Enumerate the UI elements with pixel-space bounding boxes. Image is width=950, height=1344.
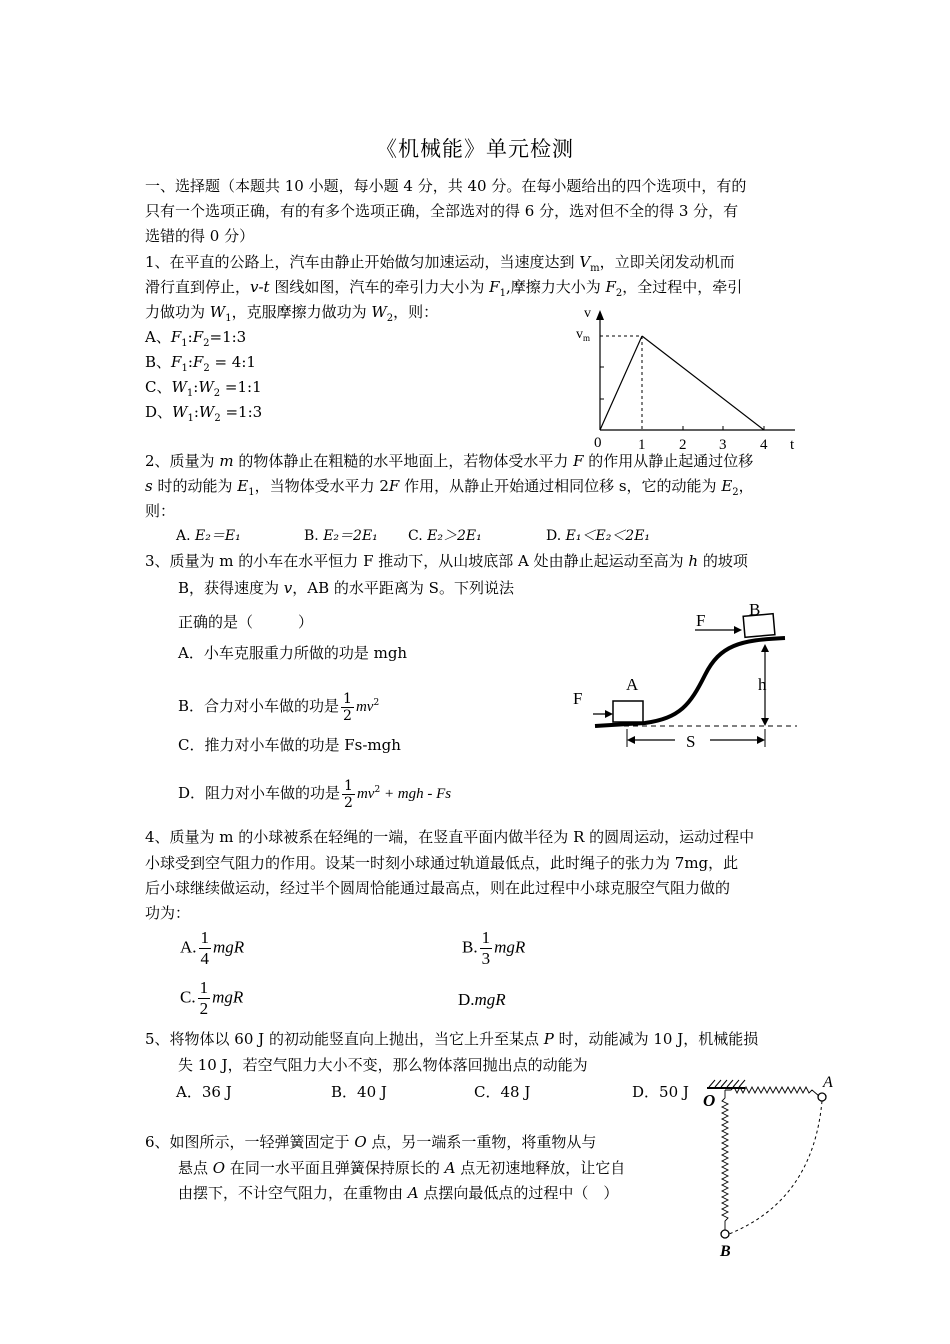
q3-cart-a xyxy=(613,701,643,722)
q4-option-a[interactable]: A. $\frac{1}{4}$ mgR xyxy=(180,928,245,968)
q3-option-a[interactable]: A．小车克服重力所做的功是 mgh xyxy=(178,644,408,662)
q6-stem-line-2: 悬点 O 在同一水平面且弹簧保持原长的 A 点无初速地释放，让它自 xyxy=(178,1159,626,1177)
q1-option-c[interactable]: C、$W_1:W_2$ =1:1 xyxy=(145,378,262,399)
q1-tick-4: 4 xyxy=(760,437,768,453)
q3-label-h: h xyxy=(758,675,767,694)
q1-vt-graph xyxy=(570,305,810,455)
q6-swing-path xyxy=(729,1101,822,1234)
q6-stem-line-1: 6、如图所示，一轻弹簧固定于 O 点，另一端系一重物，将重物从与 xyxy=(145,1133,597,1151)
q1-option-b[interactable]: B、$F_1:F_2$ = 4:1 xyxy=(145,353,256,374)
q3-label-f-bottom: F xyxy=(573,689,583,708)
q3-option-c[interactable]: C．推力对小车做的功是 Fs-mgh xyxy=(178,736,401,754)
q1-origin-label: 0 xyxy=(594,435,602,451)
q3-d-fraction: $\frac{1}{2}$ xyxy=(344,777,353,811)
q1-stem-line-3: 力做功为 $W_1$，克服摩擦力做功为 $W_2$，则： xyxy=(145,303,439,324)
q1-option-d[interactable]: D、$W_1:W_2$ =1:3 xyxy=(145,403,263,424)
q4-option-d[interactable]: D.mgR xyxy=(458,990,506,1009)
q1-stem-line-1: 1、在平直的公路上，汽车由静止开始做匀加速运动，当速度达到 $V_m$，立即关闭发动机而 xyxy=(145,253,735,274)
q3-stem-line-3: 正确的是（ ） xyxy=(178,613,314,631)
q3-slope-diagram xyxy=(565,595,805,760)
q6-spring-diagram xyxy=(695,1070,845,1260)
q6-vertical-spring xyxy=(722,1090,728,1230)
q3-stem-line-1: 3、质量为 m 的小车在水平恒力 F 推动下，从山坡底部 A 处由静止起运动至高为 h 的坡项 xyxy=(145,552,748,570)
q3-label-a: A xyxy=(626,675,639,694)
q1-decel-line xyxy=(642,336,764,430)
q5-option-a[interactable]: A．36 J xyxy=(176,1083,232,1101)
q1-y-arrow xyxy=(596,310,604,320)
q2-option-a[interactable]: A. E₂＝E₁ xyxy=(176,528,241,544)
q4-stem-line-2: 小球受到空气阻力的作用。设某一时刻小球通过轨道最低点，此时绳子的张力为 7mg，此 xyxy=(145,854,739,872)
q3-label-b: B xyxy=(749,600,761,619)
q1-x-label: t xyxy=(790,437,795,453)
q6-mass-b xyxy=(721,1230,729,1238)
q1-tick-3: 3 xyxy=(719,437,727,453)
q1-option-a[interactable]: A、$F_1:F_2=1:3$ xyxy=(145,328,247,349)
q1-accel-line xyxy=(600,336,642,430)
q5-option-b[interactable]: B．40 J xyxy=(331,1083,387,1101)
q1-stem-line-2: 滑行直到停止，v-t 图线如图，汽车的牵引力大小为 $F_1$,摩擦力大小为 $F_2$，全过程中，牵引 xyxy=(145,278,743,299)
q2-option-d[interactable]: D. E₁＜E₂＜2E₁ xyxy=(546,528,651,544)
q6-mass-a xyxy=(818,1093,826,1101)
q4-stem-line-3: 后小球继续做运动，经过半个圆周恰能通过最高点，则在此过程中小球克服空气阻力做的 xyxy=(145,879,731,897)
section-instructions-line-3: 选错的得 0 分） xyxy=(145,227,255,245)
q3-label-s: S xyxy=(686,732,696,751)
q3-label-f-top: F xyxy=(696,611,706,630)
section-instructions-line-2: 只有一个选项正确，有的有多个选项正确，全部选对的得 6 分，选对但不全的得 3 分，有 xyxy=(145,202,739,220)
q2-stem-line-1: 2、质量为 m 的物体静止在粗糙的水平地面上，若物体受水平力 F 的作用从静止起通过位移 xyxy=(145,452,754,470)
page-title: 《机械能》单元检测 xyxy=(376,137,574,161)
q1-vm-label: $v_m$ xyxy=(576,327,591,343)
q1-tick-1: 1 xyxy=(638,437,646,453)
q2-option-c[interactable]: C. E₂＞2E₁ xyxy=(408,528,482,544)
q6-label-a: A xyxy=(823,1074,833,1091)
q3-option-b[interactable]: B．合力对小车做的功是 $\frac{1}{2}$ $mv^2$ xyxy=(178,690,380,724)
q6-label-b: B xyxy=(720,1243,731,1260)
q6-stem-line-3: 由摆下，不计空气阻力，在重物由 A 点摆向最低点的过程中（ ） xyxy=(178,1184,619,1202)
q4-stem-line-1: 4、质量为 m 的小球被系在轻绳的一端，在竖直平面内做半径为 R 的圆周运动，运动过程中 xyxy=(145,828,755,846)
q2-option-b[interactable]: B. E₂＝2E₁ xyxy=(304,528,378,544)
q3-stem-line-2: B，获得速度为 v，AB 的水平距离为 S。下列说法 xyxy=(178,579,514,597)
q3-b-fraction: $\frac{1}{2}$ xyxy=(343,690,352,724)
q3-option-d[interactable]: D．阻力对小车做的功是 $\frac{1}{2}$ $mv^2$ + mgh - Fs xyxy=(178,777,452,811)
q2-stem-line-3: 则： xyxy=(145,502,176,520)
q4-option-c[interactable]: C. $\frac{1}{2}$ mgR xyxy=(180,978,244,1018)
q5-option-d[interactable]: D．50 J xyxy=(632,1083,689,1101)
q5-option-c[interactable]: C．48 J xyxy=(474,1083,531,1101)
q4-option-b[interactable]: B. $\frac{1}{3}$ mgR xyxy=(462,928,526,968)
q4-stem-line-4: 功为： xyxy=(145,904,191,922)
q5-stem-line-1: 5、将物体以 60 J 的初动能竖直向上抛出，当它上升至某点 P 时，动能减为 10 J，机械能损 xyxy=(145,1030,759,1048)
q2-stem-line-2: s 时的动能为 $E_1$，当物体受水平力 2F 作用，从静止开始通过相同位移 s，它的动能为 $E_2$， xyxy=(145,477,754,498)
section-instructions-line-1: 一、选择题（本题共 10 小题，每小题 4 分，共 40 分。在每小题给出的四个选项中，有的 xyxy=(145,177,747,195)
q6-horizontal-spring xyxy=(725,1087,819,1096)
q6-label-o: O xyxy=(703,1091,716,1110)
q1-y-label: v xyxy=(584,306,591,321)
q5-stem-line-2: 失 10 J，若空气阻力大小不变，那么物体落回抛出点的动能为 xyxy=(178,1056,588,1074)
q1-tick-2: 2 xyxy=(679,437,687,453)
